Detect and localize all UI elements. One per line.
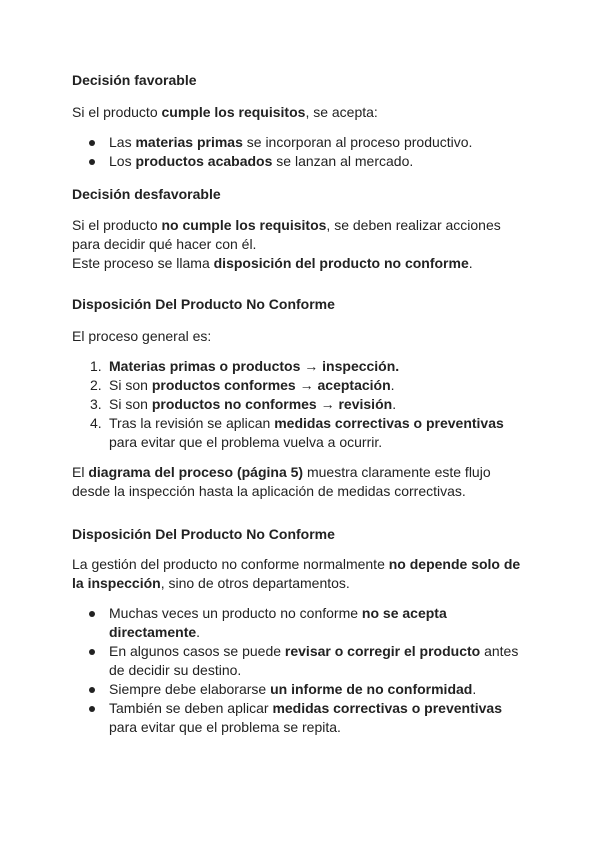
- list-item: [72, 376, 532, 395]
- text-run: Tras la revisión se aplican: [109, 415, 275, 431]
- text-run: .: [196, 624, 201, 640]
- management-intro: [72, 555, 532, 593]
- bullet-icon: [89, 687, 95, 693]
- step-number: 1.: [90, 358, 102, 374]
- heading-disposition-1: Disposición Del Producto No Conforme: [72, 296, 335, 312]
- step-number: 2.: [90, 377, 102, 393]
- process-steps: [72, 357, 532, 452]
- list-item: [72, 133, 532, 152]
- favorable-intro: [72, 103, 532, 122]
- step-number: 4.: [90, 415, 102, 431]
- text-run: .: [468, 255, 473, 271]
- text-run: Si son: [109, 396, 152, 412]
- bold-text: productos no conformes → revisión: [151, 396, 393, 412]
- list-item: [72, 414, 532, 452]
- heading-disposition-2: Disposición Del Producto No Conforme: [72, 526, 335, 542]
- bold-text: cumple los requisitos: [161, 104, 306, 120]
- diagram-note: [72, 463, 532, 501]
- bullet-icon: [89, 140, 95, 146]
- heading-unfavorable-decision: Decisión desfavorable: [72, 186, 221, 202]
- text-run: Si son: [109, 377, 152, 393]
- text-run: Este proceso se llama: [72, 255, 214, 271]
- text-run: .: [472, 681, 477, 697]
- favorable-list: [72, 133, 532, 171]
- bold-text: revisar o corregir el producto: [284, 643, 481, 659]
- text-run: Los: [109, 153, 136, 169]
- list-item: [72, 395, 532, 414]
- bold-text: materias primas: [135, 134, 243, 150]
- bold-text: no cumple los requisitos: [161, 217, 327, 233]
- text-run: Siempre debe elaborarse: [109, 681, 271, 697]
- list-item: [72, 699, 532, 737]
- unfavorable-paragraph-2: [72, 254, 532, 273]
- text-run: También se deben aplicar: [109, 700, 273, 716]
- text-run: Si el producto: [72, 104, 162, 120]
- text-run: , se deben realizar acciones para decidir qué hacer con él.: [72, 217, 501, 252]
- bullet-icon: [89, 706, 95, 712]
- text-run: para evitar que el problema vuelva a ocurrir.: [109, 434, 383, 450]
- bold-text: un informe de no conformidad: [270, 681, 473, 697]
- text-run: se lanzan al mercado.: [272, 153, 414, 169]
- list-item: [72, 642, 532, 680]
- text-run: se incorporan al proceso productivo.: [242, 134, 473, 150]
- text-run: antes de decidir su destino.: [109, 643, 519, 678]
- text-run: El: [72, 464, 89, 480]
- bold-text: Materias primas o productos → inspección.: [109, 358, 400, 374]
- bold-text: medidas correctivas o preventivas: [274, 415, 504, 431]
- bullet-icon: [89, 611, 95, 617]
- management-list: [72, 604, 532, 737]
- step-number: 3.: [90, 396, 102, 412]
- unfavorable-paragraph-1: [72, 216, 532, 254]
- text-run: Si el producto: [72, 217, 162, 233]
- text-run: Muchas veces un producto no conforme: [109, 605, 362, 621]
- text-run: , sino de otros departamentos.: [160, 575, 350, 591]
- text-run: En algunos casos se puede: [109, 643, 285, 659]
- text-run: El proceso general es:: [72, 328, 212, 344]
- bold-text: medidas correctivas o preventivas: [272, 700, 502, 716]
- process-intro: [72, 327, 532, 346]
- bold-text: productos acabados: [135, 153, 273, 169]
- text-run: Las: [109, 134, 136, 150]
- list-item: [72, 604, 532, 642]
- text-run: , se acepta:: [305, 104, 378, 120]
- text-run: La gestión del producto no conforme normalmente: [72, 556, 389, 572]
- text-run: para evitar que el problema se repita.: [109, 719, 341, 735]
- bullet-icon: [89, 649, 95, 655]
- bold-text: no se acepta directamente: [109, 605, 447, 640]
- list-item: [72, 357, 532, 376]
- text-run: muestra claramente este flujo desde la inspección hasta la aplicación de medidas correctivas.: [72, 464, 491, 499]
- bold-text: disposición del producto no conforme: [213, 255, 469, 271]
- list-item: [72, 680, 532, 699]
- text-run: .: [392, 396, 397, 412]
- heading-favorable-decision: Decisión favorable: [72, 72, 197, 88]
- bold-text: diagrama del proceso (página 5): [88, 464, 304, 480]
- bold-text: no depende solo de la inspección: [72, 556, 521, 591]
- list-item: [72, 152, 532, 171]
- bullet-icon: [89, 159, 95, 165]
- text-run: .: [390, 377, 395, 393]
- bold-text: productos conformes → aceptación: [151, 377, 391, 393]
